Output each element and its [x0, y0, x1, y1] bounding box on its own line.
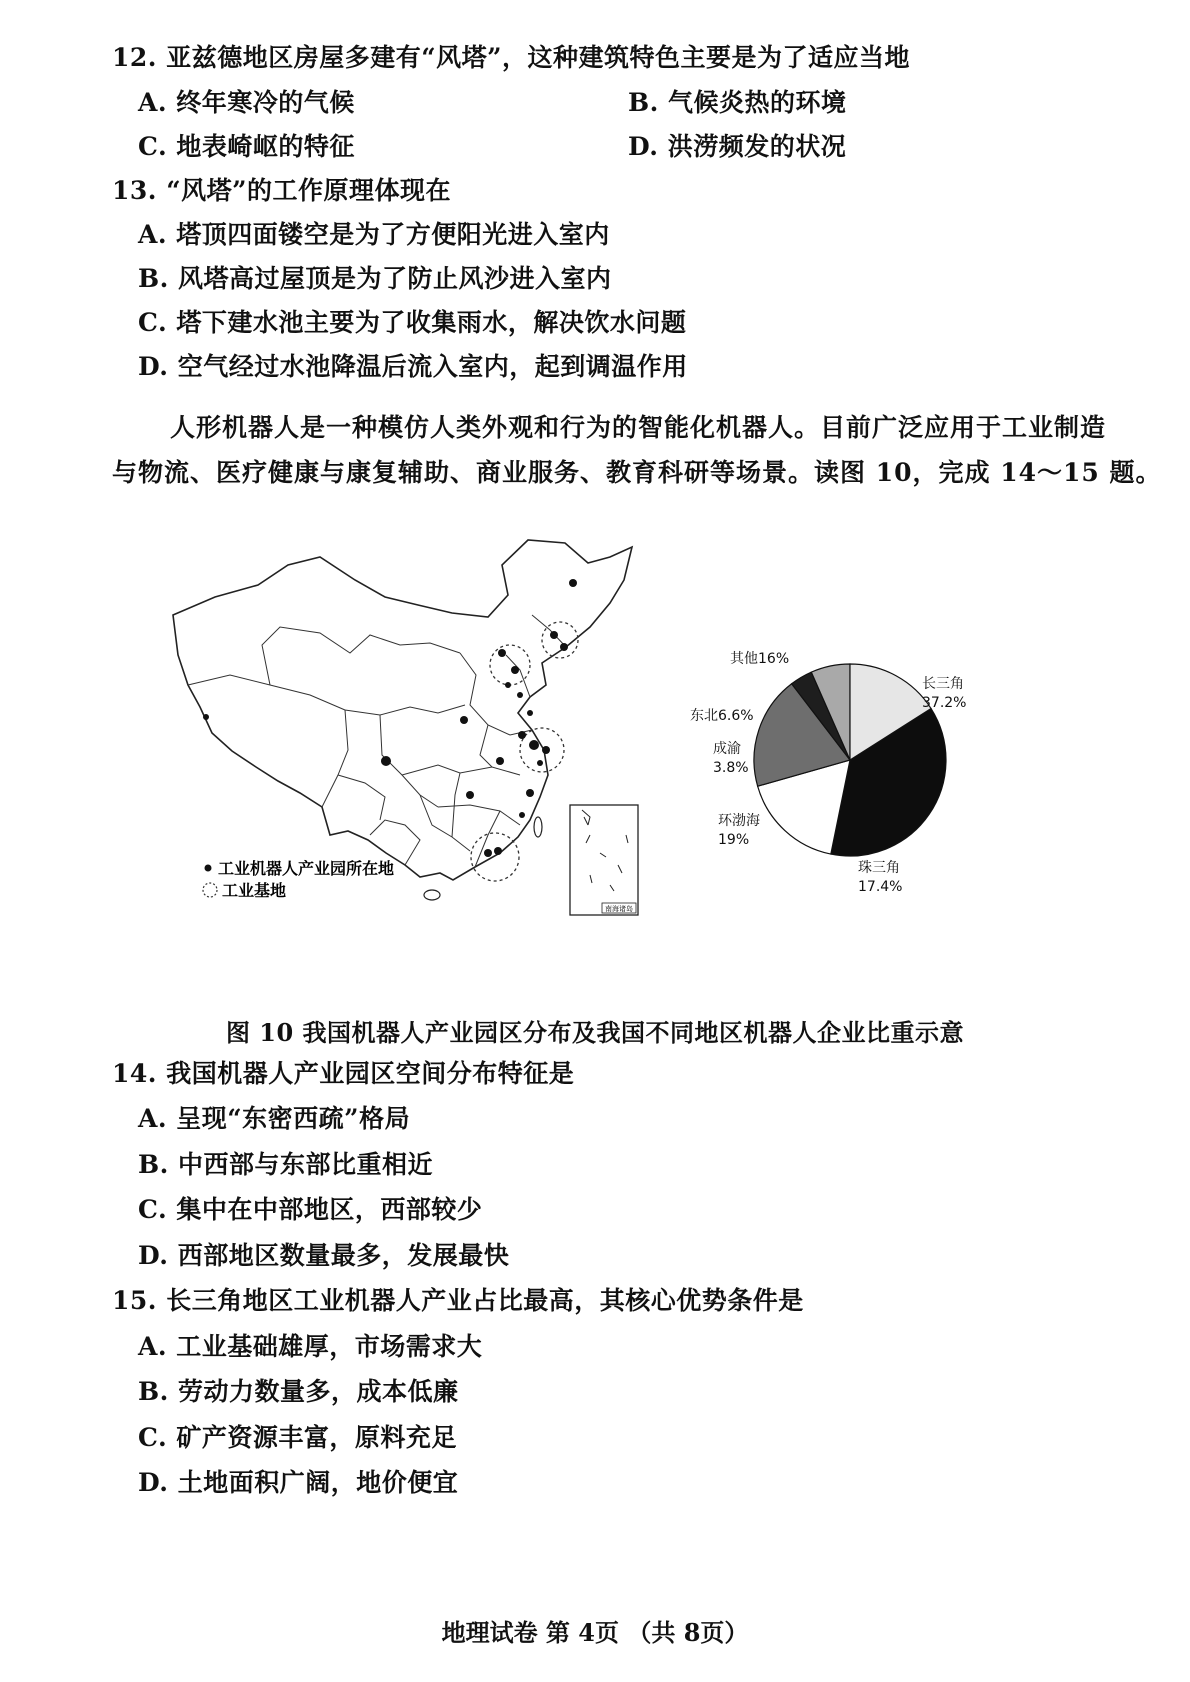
pie-chart	[690, 651, 966, 895]
q14-option-c: C. 集中在中部地区，西部较少	[138, 1195, 483, 1224]
q13-option-c: C. 塔下建水池主要为了收集雨水，解决饮水问题	[138, 308, 687, 337]
q13-option-a: A. 塔顶四面镂空是为了方便阳光进入室内	[138, 220, 610, 249]
q12-option-c: C. 地表崎岖的特征	[138, 132, 355, 161]
pie-label-5: 其他16%	[730, 651, 790, 667]
question-13-stem: 13. “风塔”的工作原理体现在	[112, 176, 451, 205]
q15-option-d: D. 土地面积广阔，地价便宜	[138, 1468, 459, 1497]
q12-option-b: B. 气候炎热的环境	[628, 88, 847, 117]
pie-label-name-3: 成渝	[713, 741, 741, 757]
legend-dot-label: 工业机器人产业园所在地	[218, 859, 395, 878]
china-map	[173, 540, 638, 915]
q12-option-a: A. 终年寒冷的气候	[138, 88, 355, 117]
intro-line-1: 人形机器人是一种模仿人类外观和行为的智能化机器人。目前广泛应用于工业制造	[170, 413, 1107, 442]
q15-option-b: B. 劳动力数量多，成本低廉	[138, 1377, 459, 1406]
province-borders	[188, 615, 566, 867]
pie-label-name-2: 环渤海	[718, 813, 760, 829]
pie-label-name-0: 长三角	[922, 676, 964, 692]
question-14-stem: 14. 我国机器人产业园区空间分布特征是	[112, 1059, 575, 1088]
pie-label-4: 东北6.6%	[690, 708, 754, 724]
figure-10	[170, 535, 1010, 1005]
south-china-sea-inset	[570, 805, 638, 915]
industrial-park-dots	[203, 579, 577, 857]
figure-caption: 图 10 我国机器人产业园区分布及我国不同地区机器人企业比重示意	[225, 1018, 965, 1047]
q15-option-a: A. 工业基础雄厚，市场需求大	[138, 1332, 483, 1361]
china-outline	[173, 540, 632, 880]
industrial-base-pearl	[471, 833, 519, 881]
inset-label: 南海诸岛	[605, 905, 633, 913]
intro-line-2: 与物流、医疗健康与康复辅助、商业服务、教育科研等场景。读图 10，完成 14～15 题。	[112, 458, 1162, 487]
pie-label-value-1: 17.4%	[858, 879, 903, 895]
q14-option-a: A. 呈现“东密西疏”格局	[138, 1104, 411, 1133]
taiwan-island	[534, 817, 542, 837]
q13-option-b: B. 风塔高过屋顶是为了防止风沙进入室内	[138, 264, 612, 293]
q14-option-d: D. 西部地区数量最多，发展最快	[138, 1241, 510, 1270]
pie-label-name-1: 珠三角	[858, 860, 900, 876]
page-footer: 地理试卷 第 4页 （共 8页）	[441, 1618, 749, 1647]
q13-option-d: D. 空气经过水池降温后流入室内，起到调温作用	[138, 352, 688, 381]
q12-option-d: D. 洪涝频发的状况	[628, 132, 847, 161]
question-15-stem: 15. 长三角地区工业机器人产业占比最高，其核心优势条件是	[112, 1286, 804, 1315]
legend-circle-icon	[203, 883, 217, 897]
pie-label-value-2: 19%	[718, 832, 750, 848]
question-12-stem: 12. 亚兹德地区房屋多建有“风塔”，这种建筑特色主要是为了适应当地	[112, 43, 910, 72]
industrial-base-bohai	[490, 645, 530, 685]
q15-option-c: C. 矿产资源丰富，原料充足	[138, 1423, 457, 1452]
legend-dot-icon	[205, 865, 212, 872]
industrial-base-markers	[471, 622, 578, 881]
pie-label-value-3: 3.8%	[713, 760, 749, 776]
legend-circle-label: 工业基地	[222, 881, 287, 900]
hainan-island	[424, 890, 440, 900]
q14-option-b: B. 中西部与东部比重相近	[138, 1150, 434, 1179]
pie-label-value-0: 37.2%	[922, 695, 967, 711]
